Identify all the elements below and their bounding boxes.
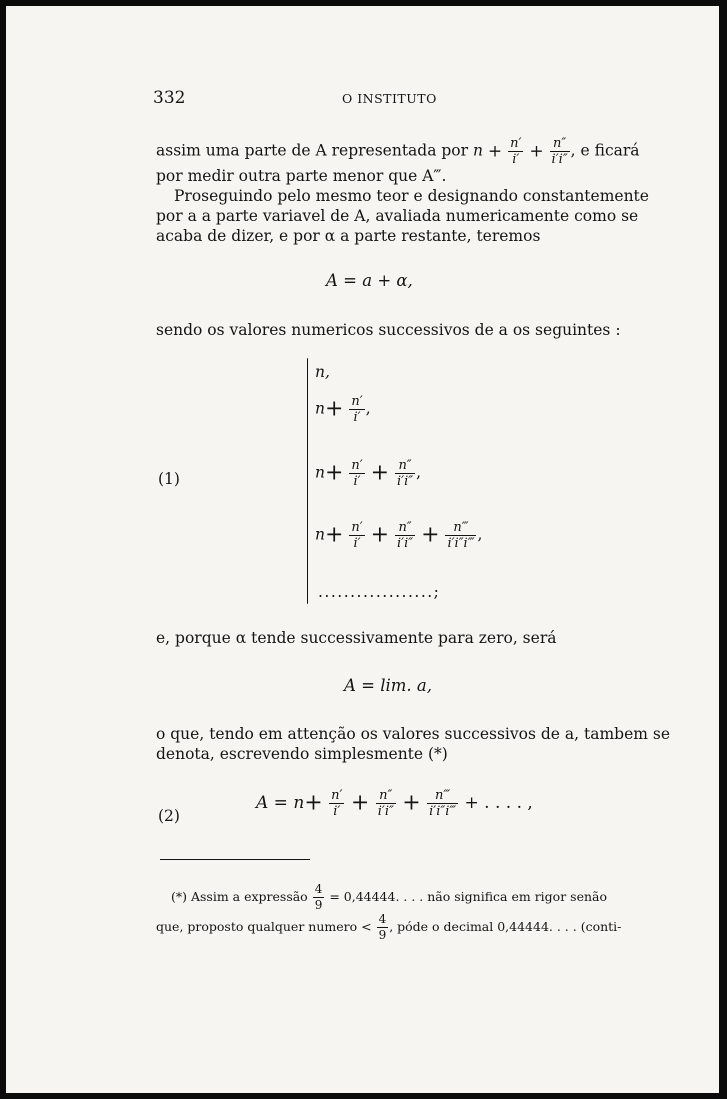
footnote-line1: (*) Assim a expressão $\frac{4}{9}$ = 0,44444. . . . não significa em rigor senão xyxy=(171,882,607,912)
para3: sendo os valores numericos successivos de a os seguintes : xyxy=(156,321,621,339)
equation-label-1: (1) xyxy=(158,470,180,488)
system-row-1: n, xyxy=(315,363,330,381)
system-dots: ..................; xyxy=(318,583,441,601)
para5-line2: denota, escrevendo simplesmente (*) xyxy=(156,745,448,763)
para2-line1: Proseguindo pelo mesmo teor e designando constantemente xyxy=(174,187,649,205)
footnote-line2: que, proposto qualquer numero < $\frac{4}{9}$ , póde o decimal 0,44444. . . . (conti- xyxy=(156,912,622,942)
para1-line2: por medir outra parte menor que A‴. xyxy=(156,167,447,185)
running-title: O INSTITUTO xyxy=(342,91,437,106)
para2-line3: acaba de dizer, e por α a parte restante, teremos xyxy=(156,227,541,245)
equation-a-alpha: A = a + α, xyxy=(326,271,413,290)
left-brace xyxy=(307,358,308,604)
system-row-2: n+ $\frac{n'}{i'}$ , xyxy=(315,394,371,425)
system-row-3: n+ $\frac{n'}{i'}$ + $\frac{n''}{i'i''}$ , xyxy=(315,458,422,489)
para1-line1: assim uma parte de A representada por n + $\frac{n'}{i'}$ + $\frac{n''}{i'i''}$ , e ficará xyxy=(156,136,640,167)
para5-line1: o que, tendo em attenção os valores successivos de a, tambem se xyxy=(156,725,670,743)
page-number: 332 xyxy=(153,88,186,108)
equation-2: A = n+ $\frac{n'}{i'}$ + $\frac{n''}{i'i''}$ + $\frac{n‴}{i'i''i‴}$ + . . . . , xyxy=(256,788,533,819)
equation-label-2: (2) xyxy=(158,807,180,825)
system-row-4: n+ $\frac{n'}{i'}$ + $\frac{n''}{i'i''}$ + $\frac{n‴}{i'i''i‴}$ , xyxy=(315,520,483,551)
para2-line2: por a a parte variavel de A, avaliada numericamente como se xyxy=(156,207,639,225)
fraction: $\frac{n''}{i'i''}$ xyxy=(551,136,568,167)
footnote-rule xyxy=(160,859,310,860)
page xyxy=(6,6,719,1093)
equation-lim: A = lim. a, xyxy=(344,676,433,695)
fraction: $\frac{n'}{i'}$ xyxy=(510,136,522,167)
para4: e, porque α tende successivamente para zero, será xyxy=(156,629,557,647)
